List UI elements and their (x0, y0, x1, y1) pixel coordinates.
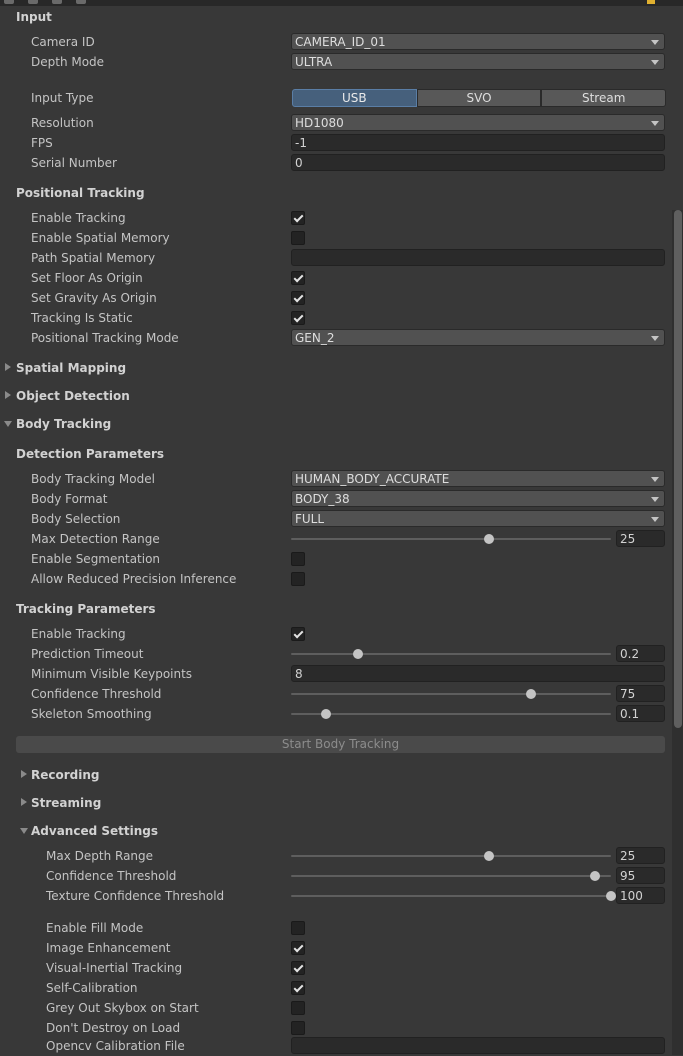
streaming-foldout[interactable] (0, 794, 670, 814)
image-enhancement-row (0, 938, 670, 958)
body-selection-row (0, 509, 670, 529)
adv-confidence-value: 95 (620, 869, 636, 883)
toolbar-icon[interactable] (76, 0, 86, 4)
texture-confidence-label: Texture Confidence Threshold (46, 889, 225, 903)
slider-handle[interactable] (321, 709, 331, 719)
fill-mode-label: Enable Fill Mode (46, 921, 144, 935)
body-model-value: HUMAN_BODY_ACCURATE (295, 472, 450, 486)
pt-mode-label: Positional Tracking Mode (31, 331, 179, 345)
visual-inertial-row (0, 958, 670, 978)
fps-label: FPS (31, 136, 53, 150)
depth-mode-dropdown[interactable] (291, 53, 665, 70)
slider-handle[interactable] (606, 891, 616, 901)
body-model-label: Body Tracking Model (31, 472, 155, 486)
adv-confidence-label: Confidence Threshold (46, 869, 177, 883)
body-selection-dropdown[interactable] (291, 510, 665, 527)
tracking-static-label: Tracking Is Static (31, 311, 133, 325)
body-selection-label: Body Selection (31, 512, 121, 526)
recording-title: Recording (31, 768, 100, 782)
max-depth-range-label: Max Depth Range (46, 849, 154, 863)
floor-origin-row (0, 268, 670, 288)
spatial-memory-row (0, 228, 670, 248)
fps-input[interactable] (291, 134, 665, 151)
slider-handle[interactable] (484, 851, 494, 861)
input-type-svo[interactable]: SVO (417, 89, 542, 107)
floor-origin-label: Set Floor As Origin (31, 271, 143, 285)
chevron-down-icon (20, 828, 28, 834)
input-title: Input (16, 10, 52, 24)
adv-confidence-input[interactable] (616, 867, 665, 884)
input-type-stream[interactable]: Stream (541, 89, 666, 107)
spatial-mapping-foldout[interactable] (0, 359, 670, 379)
opencv-file-label: Opencv Calibration File (46, 1039, 185, 1053)
body-model-row (0, 469, 670, 489)
bt-enable-tracking-label: Enable Tracking (31, 627, 126, 641)
camera-id-row (0, 32, 670, 52)
image-enhancement-label: Image Enhancement (46, 941, 171, 955)
skeleton-smoothing-label: Skeleton Smoothing (31, 707, 152, 721)
gravity-origin-checkbox[interactable] (291, 291, 305, 305)
skeleton-smoothing-value: 0.1 (620, 707, 640, 721)
texture-confidence-row (0, 886, 670, 906)
positional-tracking-header (0, 184, 670, 204)
input-type-label: Input Type (31, 91, 94, 105)
skeleton-smoothing-input[interactable] (616, 705, 665, 722)
bt-confidence-row (0, 684, 670, 704)
body-model-dropdown[interactable] (291, 470, 665, 487)
fps-value: -1 (295, 136, 307, 150)
spatial-memory-label: Enable Spatial Memory (31, 231, 170, 245)
dont-destroy-row (0, 1018, 670, 1038)
prediction-timeout-row (0, 644, 670, 664)
path-spatial-memory-row (0, 248, 670, 268)
scrollbar-thumb[interactable] (674, 210, 682, 728)
input-type-row (0, 88, 670, 108)
max-depth-range-value: 25 (620, 849, 636, 863)
fps-row (0, 133, 670, 153)
input-header (0, 8, 670, 28)
tracking-static-row (0, 308, 670, 328)
bt-enable-tracking-checkbox[interactable] (291, 627, 305, 641)
body-tracking-foldout[interactable] (0, 415, 670, 435)
texture-confidence-slider[interactable] (291, 895, 611, 897)
chevron-down-icon (651, 477, 659, 482)
slider-handle[interactable] (590, 871, 600, 881)
grey-skybox-row (0, 998, 670, 1018)
min-keypoints-input[interactable] (291, 665, 665, 682)
visual-inertial-label: Visual-Inertial Tracking (46, 961, 183, 975)
slider-handle[interactable] (526, 689, 536, 699)
chevron-down-icon (651, 517, 659, 522)
toolbar-icon[interactable] (28, 0, 38, 4)
self-calibration-label: Self-Calibration (46, 981, 138, 995)
self-calibration-checkbox[interactable] (291, 981, 305, 995)
tracking-parameters-title: Tracking Parameters (16, 602, 156, 616)
min-keypoints-row (0, 664, 670, 684)
min-keypoints-label: Minimum Visible Keypoints (31, 667, 193, 681)
grey-skybox-checkbox[interactable] (291, 1001, 305, 1015)
gravity-origin-row (0, 288, 670, 308)
slider-handle[interactable] (353, 649, 363, 659)
warning-icon (647, 0, 655, 4)
object-detection-foldout[interactable] (0, 387, 670, 407)
camera-id-dropdown[interactable] (291, 33, 665, 50)
resolution-value: HD1080 (295, 116, 344, 130)
body-format-label: Body Format (31, 492, 108, 506)
recording-foldout[interactable] (0, 766, 670, 786)
dont-destroy-label: Don't Destroy on Load (46, 1021, 181, 1035)
advanced-settings-foldout[interactable] (0, 822, 670, 842)
segmentation-row (0, 549, 670, 569)
body-selection-value: FULL (295, 512, 325, 526)
skeleton-smoothing-slider[interactable] (291, 713, 611, 715)
min-keypoints-value: 8 (295, 667, 303, 681)
positional-tracking-title: Positional Tracking (16, 186, 145, 200)
prediction-timeout-slider[interactable] (291, 653, 611, 655)
chevron-down-icon (651, 121, 659, 126)
resolution-row (0, 113, 670, 133)
max-detection-range-value: 25 (620, 532, 636, 546)
fill-mode-checkbox[interactable] (291, 921, 305, 935)
path-spatial-memory-label: Path Spatial Memory (31, 251, 156, 265)
chevron-right-icon (5, 363, 11, 371)
segmentation-label: Enable Segmentation (31, 552, 161, 566)
body-tracking-title: Body Tracking (16, 417, 112, 431)
camera-id-value: CAMERA_ID_01 (295, 35, 386, 49)
resolution-label: Resolution (31, 116, 94, 130)
max-detection-range-input[interactable] (616, 530, 665, 547)
tracking-parameters-header (0, 600, 670, 620)
prediction-timeout-label: Prediction Timeout (31, 647, 144, 661)
max-detection-range-row (0, 529, 670, 549)
pt-enable-tracking-label: Enable Tracking (31, 211, 126, 225)
depth-mode-row (0, 52, 670, 72)
serial-number-row (0, 153, 670, 173)
self-calibration-row (0, 978, 670, 998)
serial-number-label: Serial Number (31, 156, 117, 170)
chevron-right-icon (21, 770, 27, 778)
max-depth-range-slider[interactable] (291, 855, 611, 857)
bt-confidence-input[interactable] (616, 685, 665, 702)
texture-confidence-value: 100 (620, 889, 643, 903)
floor-origin-checkbox[interactable] (291, 271, 305, 285)
reduced-precision-checkbox[interactable] (291, 572, 305, 586)
chevron-down-icon (651, 336, 659, 341)
fill-mode-row (0, 918, 670, 938)
spatial-mapping-title: Spatial Mapping (16, 361, 127, 375)
start-body-tracking-button[interactable]: Start Body Tracking (16, 736, 665, 753)
image-enhancement-checkbox[interactable] (291, 941, 305, 955)
bt-confidence-value: 75 (620, 687, 636, 701)
max-detection-range-label: Max Detection Range (31, 532, 160, 546)
reduced-precision-row (0, 569, 670, 589)
top-toolbar-strip (0, 0, 683, 6)
streaming-title: Streaming (31, 796, 102, 810)
bt-confidence-label: Confidence Threshold (31, 687, 162, 701)
pt-enable-tracking-checkbox[interactable] (291, 211, 305, 225)
bt-enable-tracking-row (0, 624, 670, 644)
texture-confidence-input[interactable] (616, 887, 665, 904)
spatial-memory-checkbox[interactable] (291, 231, 305, 245)
chevron-right-icon (21, 798, 27, 806)
adv-confidence-slider[interactable] (291, 875, 611, 877)
camera-id-label: Camera ID (31, 35, 95, 49)
dont-destroy-checkbox[interactable] (291, 1021, 305, 1035)
pt-enable-tracking-row (0, 208, 670, 228)
input-type-usb[interactable]: USB (292, 89, 417, 107)
prediction-timeout-value: 0.2 (620, 647, 640, 661)
chevron-down-icon (651, 60, 659, 65)
globe-icon[interactable] (52, 0, 62, 4)
opencv-file-input[interactable] (291, 1037, 665, 1054)
pt-mode-row (0, 328, 670, 348)
prediction-timeout-input[interactable] (616, 645, 665, 662)
body-format-dropdown[interactable] (291, 490, 665, 507)
pt-mode-value: GEN_2 (295, 331, 335, 345)
serial-number-value: 0 (295, 156, 303, 170)
max-detection-range-slider[interactable] (291, 538, 611, 540)
detection-parameters-title: Detection Parameters (16, 447, 165, 461)
opencv-file-row (0, 1036, 670, 1056)
chevron-down-icon (651, 497, 659, 502)
body-format-row (0, 489, 670, 509)
reduced-precision-label: Allow Reduced Precision Inference (31, 572, 237, 586)
body-format-value: BODY_38 (295, 492, 350, 506)
object-detection-title: Object Detection (16, 389, 130, 403)
grey-skybox-label: Grey Out Skybox on Start (46, 1001, 199, 1015)
serial-number-input[interactable] (291, 154, 665, 171)
adv-confidence-row (0, 866, 670, 886)
path-spatial-memory-input[interactable] (291, 249, 665, 266)
advanced-settings-title: Advanced Settings (31, 824, 159, 838)
input-type-segmented (292, 89, 666, 107)
bt-confidence-slider[interactable] (291, 693, 611, 695)
max-depth-range-row (0, 846, 670, 866)
visual-inertial-checkbox[interactable] (291, 961, 305, 975)
chevron-down-icon (651, 40, 659, 45)
segmentation-checkbox[interactable] (291, 552, 305, 566)
toolbar-icon[interactable] (4, 0, 14, 4)
skeleton-smoothing-row (0, 704, 670, 724)
depth-mode-label: Depth Mode (31, 55, 105, 69)
slider-handle[interactable] (484, 534, 494, 544)
chevron-down-icon (4, 421, 12, 427)
resolution-dropdown[interactable] (291, 114, 665, 131)
max-depth-range-input[interactable] (616, 847, 665, 864)
chevron-right-icon (5, 391, 11, 399)
gravity-origin-label: Set Gravity As Origin (31, 291, 157, 305)
detection-parameters-header (0, 445, 670, 465)
pt-mode-dropdown[interactable] (291, 329, 665, 346)
tracking-static-checkbox[interactable] (291, 311, 305, 325)
depth-mode-value: ULTRA (295, 55, 333, 69)
